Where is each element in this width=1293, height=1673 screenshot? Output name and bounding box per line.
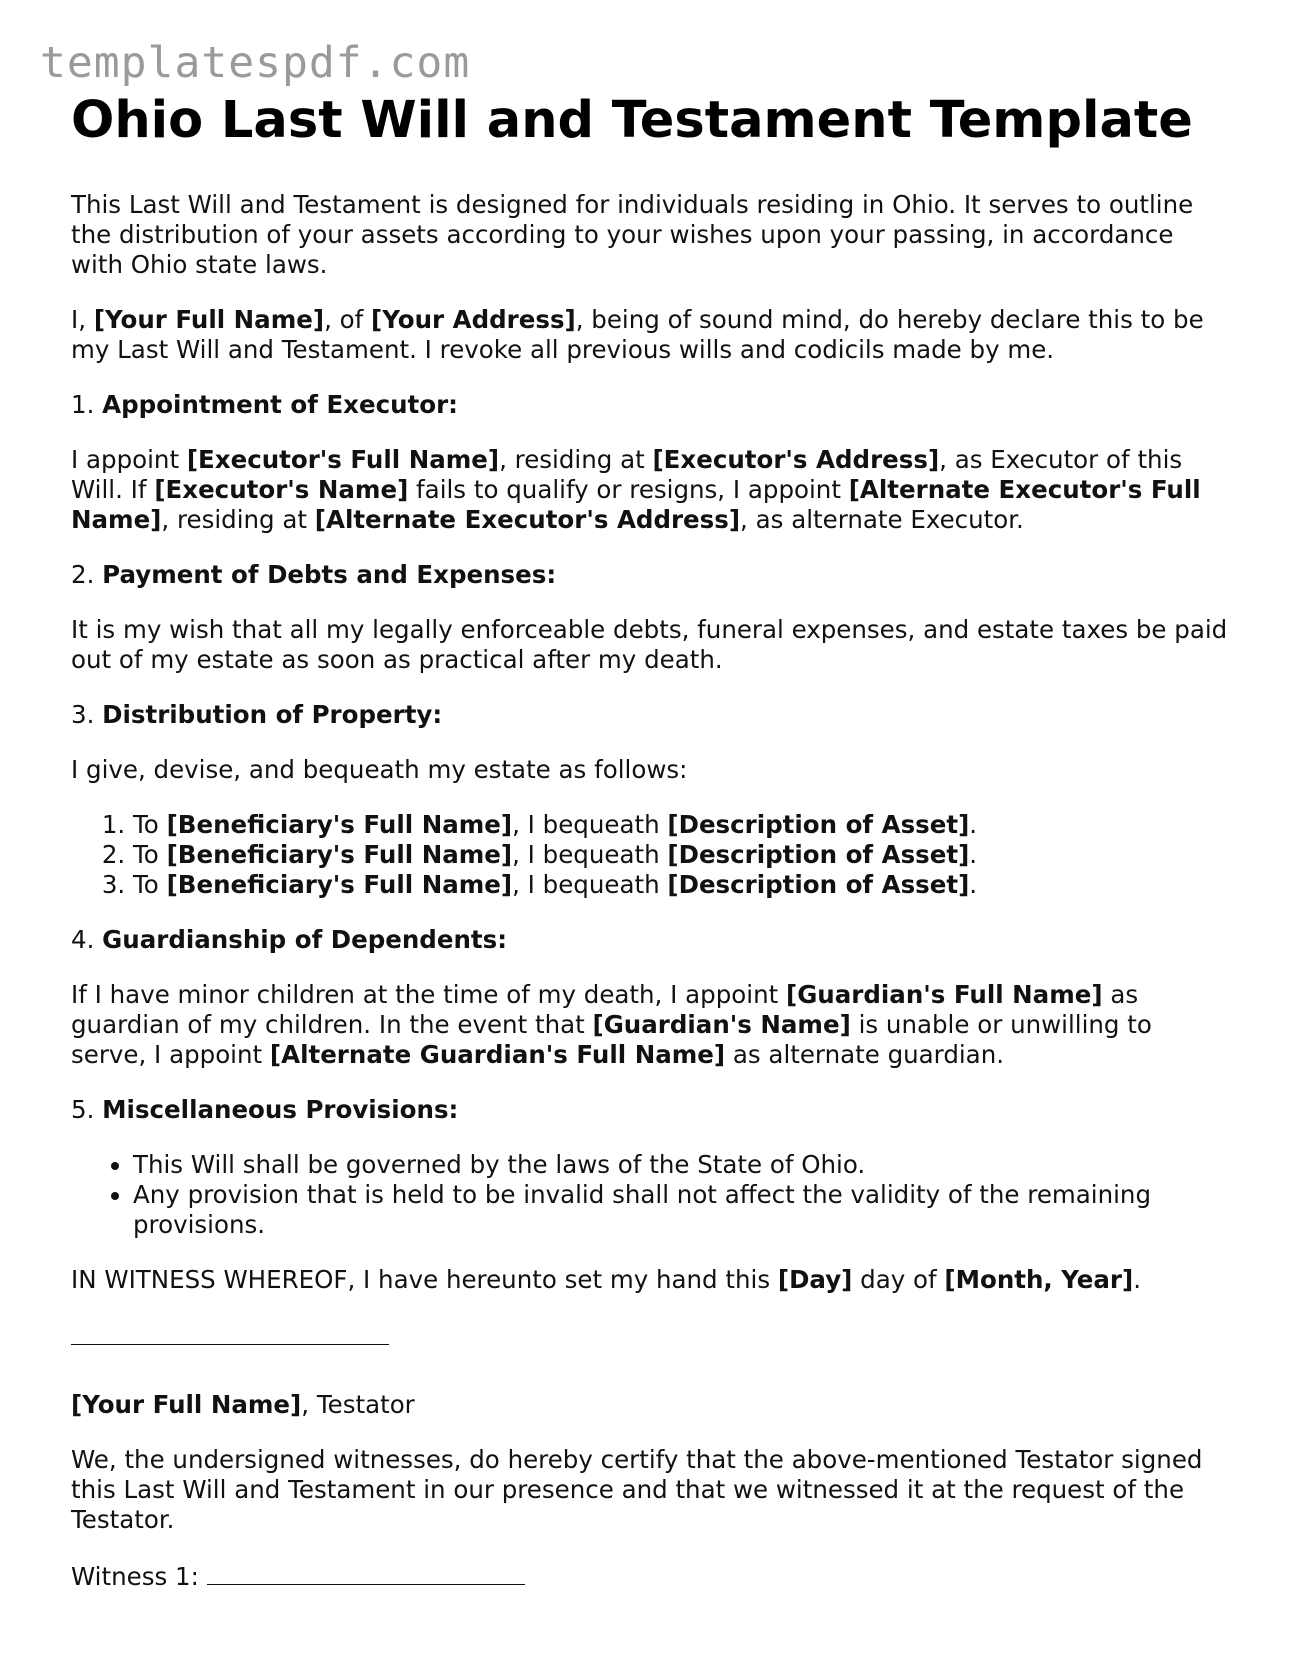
executor-short-name-placeholder: [Executor's Name] — [154, 475, 409, 504]
executor-address-placeholder: [Executor's Address] — [652, 445, 940, 474]
guardianship-paragraph: If I have minor children at the time of my death, I appoint [Guardian's Full Name] as guardian of my children. In the event that [Guardian's Name] is unable or unwilling to serve, I appoint [Alternate Guardian's Full Name] as alternate guardian. — [71, 980, 1152, 1069]
section-heading-executor: 1. Appointment of Executor: — [71, 390, 458, 419]
section-heading-misc: 5. Miscellaneous Provisions: — [71, 1095, 459, 1124]
alternate-guardian-placeholder: [Alternate Guardian's Full Name] — [269, 1040, 726, 1069]
guardian-name-placeholder: [Guardian's Full Name] — [786, 980, 1103, 1009]
day-placeholder: [Day] — [777, 1265, 853, 1294]
list-item: • Any provision that is held to be invalid shall not affect the validity of the remaining provisions. — [133, 1180, 1231, 1240]
section-heading-debts: 2. Payment of Debts and Expenses: — [71, 560, 557, 589]
section-heading-property: 3. Distribution of Property: — [71, 700, 443, 729]
testator-name-placeholder: [Your Full Name] — [71, 1390, 302, 1419]
witness-1-signature-line[interactable] — [207, 1560, 525, 1585]
witness-1-line: Witness 1: — [71, 1560, 1231, 1592]
watermark: templatespdf.com — [40, 38, 471, 88]
page-title: Ohio Last Will and Testament Template — [71, 91, 1193, 150]
witness-clause: IN WITNESS WHEREOF, I have hereunto set my hand this [Day] day of [Month, Year]. — [71, 1265, 1141, 1294]
your-full-name-placeholder: [Your Full Name] — [93, 305, 325, 334]
list-item: • This Will shall be governed by the laws of the State of Ohio. — [133, 1150, 1231, 1180]
document-page — [71, 88, 1231, 1617]
testator-signature-line[interactable] — [71, 1320, 389, 1345]
testator-line: [Your Full Name], Testator — [71, 1390, 415, 1419]
executor-paragraph: I appoint [Executor's Full Name], residing at [Executor's Address], as Executor of this Will. If [Executor's Name] fails to qualify or resigns, I appoint [Alternate Executor's Full Name], residing at [Alternate Executor's Address], as alternate Executor. — [71, 445, 1201, 534]
provisions-list — [71, 1150, 1231, 1240]
bequest-list — [71, 810, 1231, 900]
intro-paragraph: This Last Will and Testament is designed for individuals residing in Ohio. It serves to outline the distribution of your assets according to your wishes upon your passing, in accordance with Ohio state laws. — [71, 190, 1194, 279]
certification-paragraph: We, the undersigned witnesses, do hereby certify that the above-mentioned Testator signed this Last Will and Testament in our presence and that we witnessed it at the request of the Testator. — [71, 1445, 1203, 1534]
debts-paragraph: It is my wish that all my legally enforceable debts, funeral expenses, and estate taxes be paid out of my estate as soon as practical after my death. — [71, 615, 1228, 674]
declaration-paragraph: I, [Your Full Name], of [Your Address], being of sound mind, do hereby declare this to be my Last Will and Testament. I revoke all previous wills and codicils made by me. — [71, 305, 1204, 364]
testator-signature-block — [71, 1320, 1231, 1354]
list-item: 1. To [Beneficiary's Full Name], I bequeath [Description of Asset]. — [133, 810, 1231, 840]
your-address-placeholder: [Your Address] — [371, 305, 576, 334]
property-paragraph: I give, devise, and bequeath my estate as follows: — [71, 755, 688, 784]
alternate-executor-name-placeholder: [Alternate Executor's Full Name] — [71, 475, 1201, 534]
guardian-short-name-placeholder: [Guardian's Name] — [592, 1010, 851, 1039]
list-item: 3. To [Beneficiary's Full Name], I bequeath [Description of Asset]. — [133, 870, 1231, 900]
alternate-executor-address-placeholder: [Alternate Executor's Address] — [314, 505, 741, 534]
executor-name-placeholder: [Executor's Full Name] — [186, 445, 500, 474]
month-year-placeholder: [Month, Year] — [944, 1265, 1134, 1294]
list-item: 2. To [Beneficiary's Full Name], I bequeath [Description of Asset]. — [133, 840, 1231, 870]
section-heading-guardianship: 4. Guardianship of Dependents: — [71, 925, 507, 954]
